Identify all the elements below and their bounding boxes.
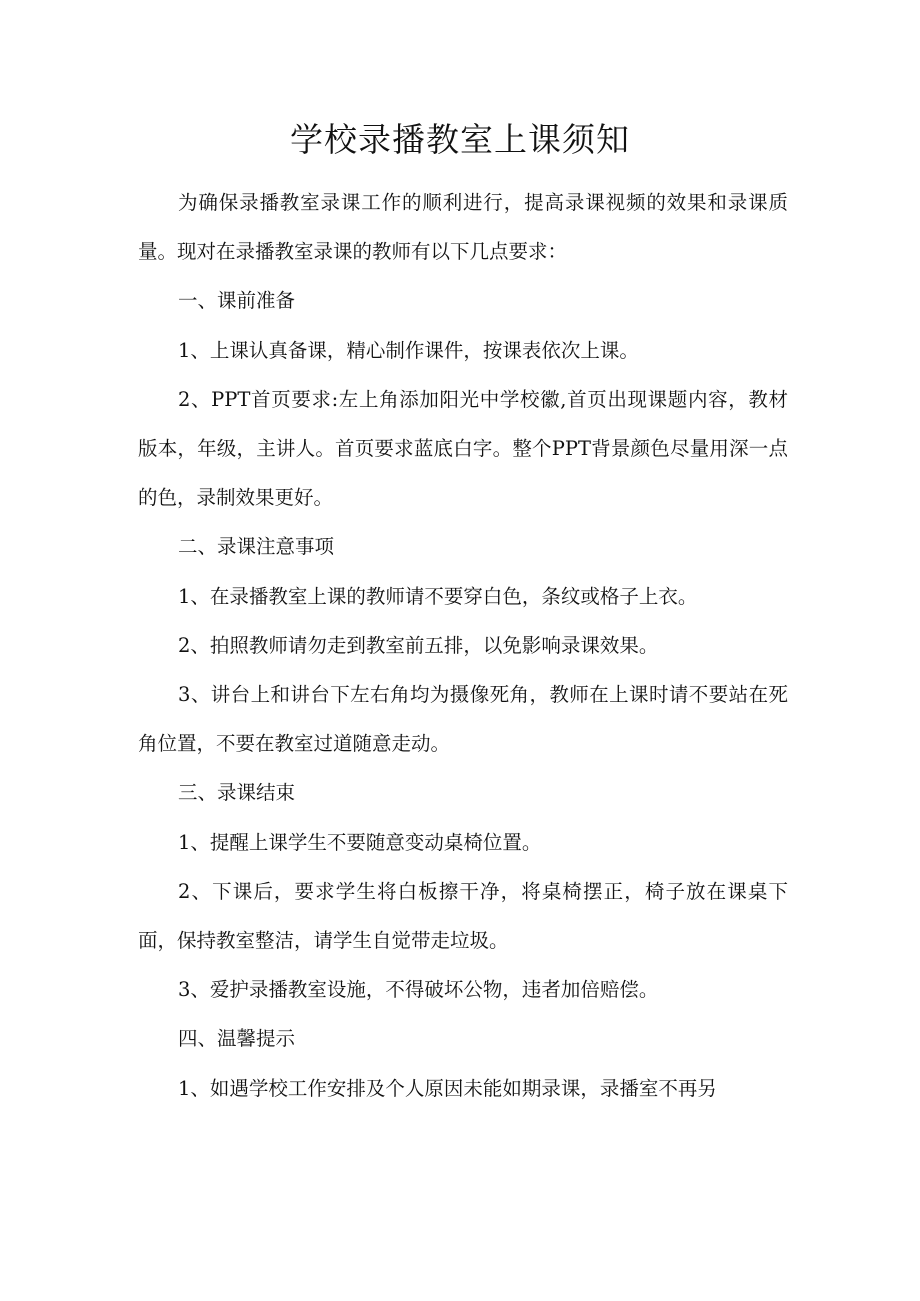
intro-paragraph: 为确保录播教室录课工作的顺利进行，提高录课视频的效果和录课质量。现对在录播教室录课的教师有以下几点要求： [138,191,788,264]
document-body [138,178,788,1113]
recording-note-3: 3、讲台上和讲台下左右角均为摄像死角，教师在上课时请不要站在死角位置，不要在教室过道随意走动。 [138,683,788,756]
preparation-item-2: 2、PPT首页要求:左上角添加阳光中学校徽,首页出现课题内容，教材版本，年级，主讲人。首页要求蓝底白字。整个PPT背景颜色尽量用深一点的色，录制效果更好。 [138,387,788,510]
section-heading-preparation: 一、课前准备 [178,289,296,313]
section-heading-after-class: 三、录课结束 [178,781,296,805]
preparation-item-1: 1、上课认真备课，精心制作课件，按课表依次上课。 [178,338,639,362]
tips-item-1: 1、如遇学校工作安排及个人原因未能如期录课，录播室不再另 [178,1076,717,1100]
section-heading-tips: 四、温馨提示 [178,1027,296,1051]
recording-note-2: 2、拍照教师请勿走到教室前五排，以免影响录课效果。 [178,633,659,657]
after-class-item-1: 1、提醒上课学生不要随意变动桌椅位置。 [178,830,542,854]
recording-note-1: 1、在录播教室上课的教师请不要穿白色，条纹或格子上衣。 [178,584,698,608]
section-heading-recording-notes: 二、录课注意事项 [178,535,335,559]
after-class-item-3: 3、爱护录播教室设施，不得破坏公物，违者加倍赔偿。 [178,978,659,1002]
after-class-item-2: 2、下课后，要求学生将白板擦干净，将桌椅摆正，椅子放在课桌下面，保持教室整洁，请学生自觉带走垃圾。 [138,879,788,953]
document-title: 学校录播教室上课须知 [290,120,630,159]
